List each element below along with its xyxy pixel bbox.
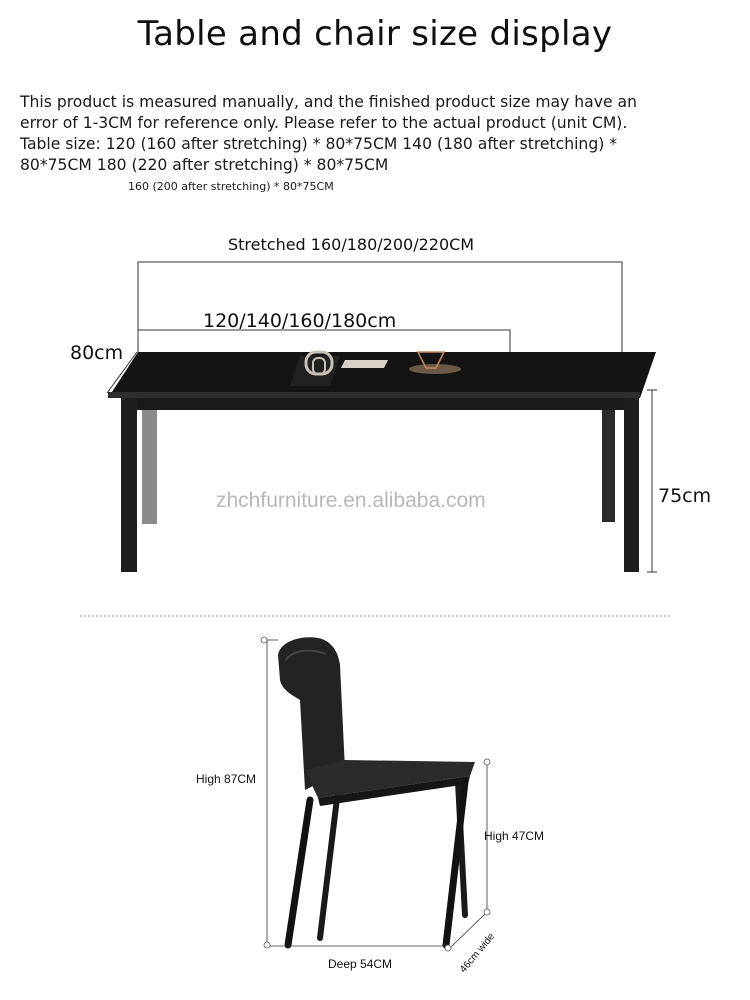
- intro-line-5: 160 (200 after stretching) * 80*75CM: [128, 180, 334, 193]
- table-length-label: 120/140/160/180cm: [203, 310, 397, 332]
- table-apron: [132, 396, 637, 410]
- table-dimension-lines: [107, 262, 657, 572]
- intro-line-2: error of 1-3CM for reference only. Please refer to the actual product (unit CM).: [20, 114, 628, 132]
- table-stretched-label: Stretched 160/180/200/220CM: [228, 235, 475, 254]
- page-title: Table and chair size display: [137, 14, 613, 54]
- chair-illustration: [278, 637, 475, 945]
- chair-depth-label: Deep 54CM: [328, 957, 393, 971]
- table-width-label: 80cm: [70, 342, 124, 364]
- table-height-label: 75cm: [658, 485, 712, 507]
- table-leg-front-right: [624, 398, 639, 572]
- chair-seat-height-label: High 47CM: [484, 829, 545, 843]
- table-leg-front-left: [121, 398, 137, 572]
- table-top-edge: [108, 392, 640, 398]
- watermark: zhchfurniture.en.alibaba.com: [216, 489, 486, 512]
- decor-plate: [409, 364, 461, 374]
- table-leg-back-right: [602, 400, 615, 522]
- chair-width-label: 46cm wide: [458, 931, 498, 976]
- chair-height-label: High 87CM: [196, 772, 257, 786]
- decor-books: [341, 360, 388, 368]
- intro-line-1: This product is measured manually, and the finished product size may have an: [20, 93, 637, 111]
- intro-line-3: Table size: 120 (160 after stretching) * 80*75CM 140 (180 after stretching) *: [20, 135, 618, 153]
- intro-line-4: 80*75CM 180 (220 after stretching) * 80*75CM: [20, 156, 389, 174]
- table-illustration: [108, 352, 656, 572]
- table-top: [108, 352, 656, 398]
- table-leg-back-left: [142, 402, 157, 524]
